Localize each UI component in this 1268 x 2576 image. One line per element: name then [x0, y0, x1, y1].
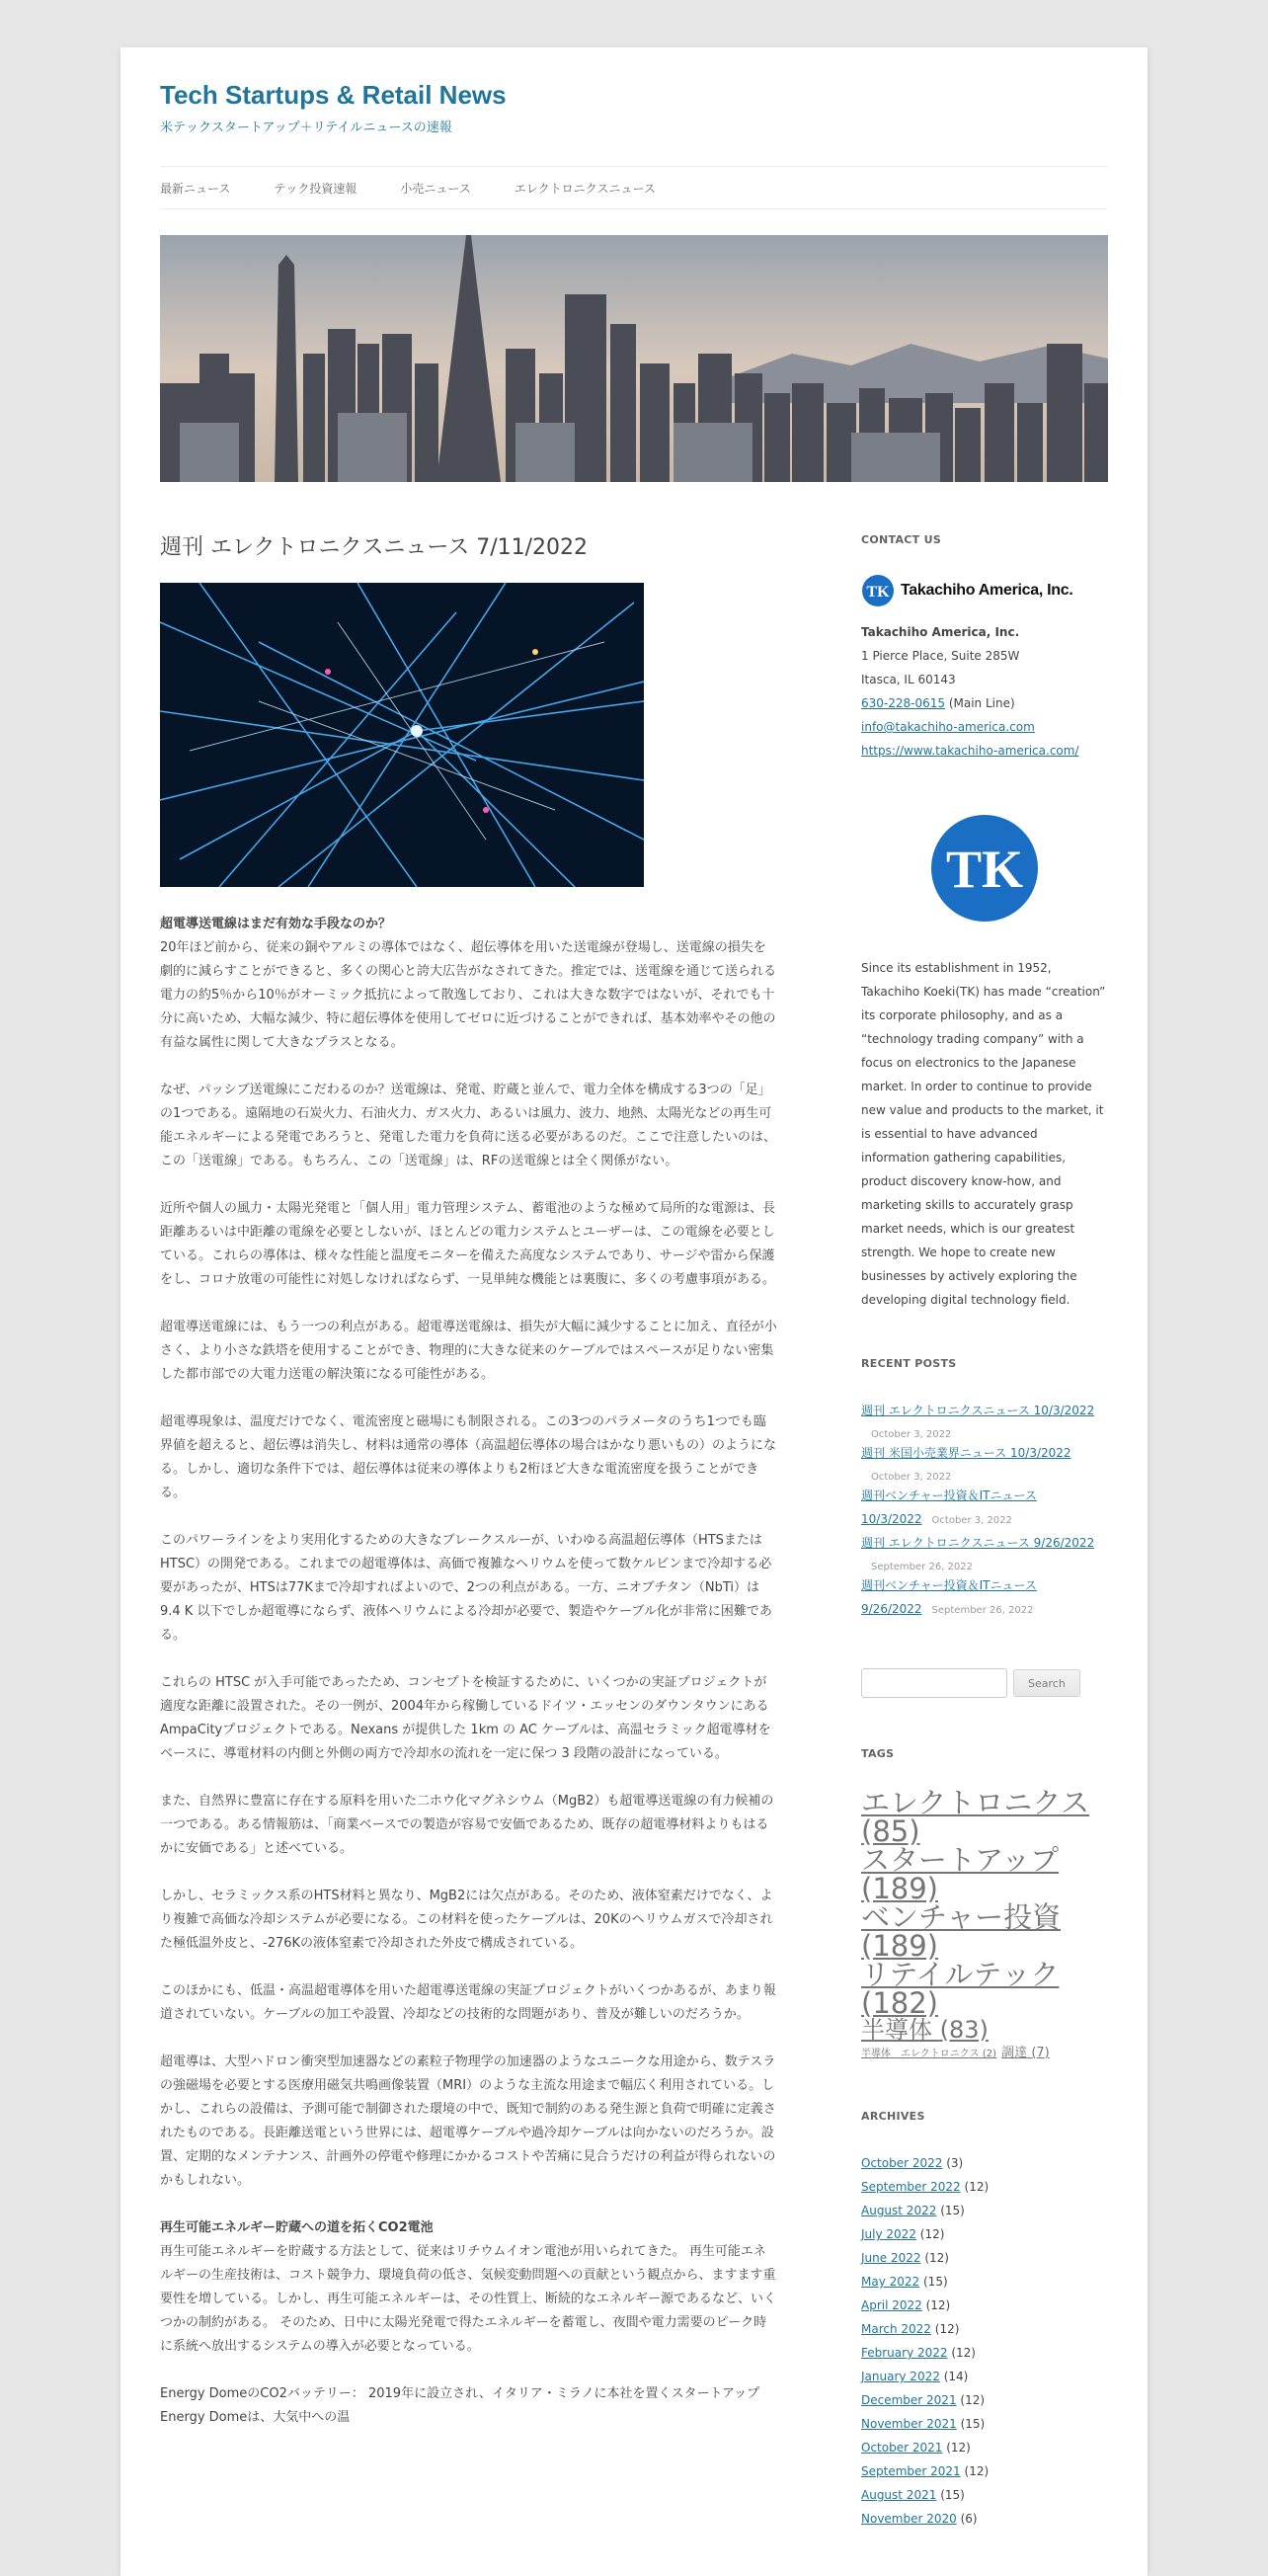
archives-title: ARCHIVES: [861, 2110, 925, 2123]
archive-item: [861, 2222, 1108, 2246]
archive-count: (12): [934, 2322, 960, 2336]
svg-text:TK: TK: [866, 584, 890, 601]
post-title[interactable]: 週刊 エレクトロニクスニュース 7/11/2022: [160, 535, 589, 560]
archive-link[interactable]: December 2021: [861, 2393, 957, 2407]
main-content: [160, 531, 778, 2454]
tag-link[interactable]: 調達 (7): [1001, 2046, 1050, 2060]
paragraph: また、自然界に豊富に存在する原料を用いた二ホウ化マグネシウム（MgB2）も超電導送電線の有力候補の一つである。ある情報筋は、「商業ベースでの製造が容易で安価であるため、既存の超電導材料よりもはるかに安価である」と述べている。: [160, 1794, 774, 1856]
recent-post-date: September 26, 2022: [931, 1605, 1034, 1616]
site-tagline: 米テックスタートアップ＋リテイルニュースの速報: [160, 121, 452, 135]
recent-post-date: September 26, 2022: [871, 1562, 973, 1572]
archives-list: [861, 2151, 1108, 2531]
archive-link[interactable]: February 2022: [861, 2346, 948, 2360]
archive-item: [861, 2341, 1108, 2365]
recent-post-item: [861, 1484, 1108, 1531]
archive-item: [861, 2388, 1108, 2412]
archive-link[interactable]: October 2021: [861, 2441, 943, 2455]
tag-link[interactable]: リテイルテック (182): [861, 1958, 1060, 2020]
archive-item: [861, 2507, 1108, 2531]
archive-item: [861, 2294, 1108, 2317]
recent-post-link[interactable]: 週刊 米国小売業界ニュース 10/3/2022: [861, 1446, 1071, 1460]
nav-item-retail-news[interactable]: 小売ニュース: [400, 181, 471, 196]
phone-row: [861, 691, 1108, 715]
tk-logo: [861, 814, 1108, 923]
search-input[interactable]: [861, 1668, 1007, 1698]
archive-link[interactable]: August 2022: [861, 2204, 937, 2217]
archive-link[interactable]: March 2022: [861, 2322, 931, 2336]
email-row: [861, 715, 1108, 739]
search-form: [861, 1668, 1108, 1698]
paragraph: 超電導は、大型ハドロン衝突型加速器などの素粒子物理学の加速器のようなユニークな用途から、数テスラの強磁場を必要とする医療用磁気共鳴画像装置（MRI）のような主流な用途まで幅広く利用されている。しかし、これらの設備は、予測可能で制御された環境の中で、既知で制約のある発生源と負荷で明確に定義されたものである。長距離送電という世界には、超電導ケーブルや過冷却ケーブルは向かないのだろうか。設置、定期的なメンテナンス、計画外の停電や修理にかかるコストや苦痛に見合うだけの利益が得られないのかもしれない。: [160, 2054, 776, 2188]
featured-image: [160, 583, 778, 887]
site-title-link[interactable]: Tech Startups & Retail News: [160, 80, 507, 110]
paragraph: 超電導送電線には、もう一つの利点がある。超電導送電線は、損失が大幅に減少することに加え、直径が小さく、より小さな鉄塔を使用することができ、物理的に大きな従来のケーブルではスペースが足りない密集した都市部での大電力送電の解決策になる可能性がある。: [160, 1320, 777, 1382]
nav-item-electronics-news[interactable]: エレクトロニクスニュース: [514, 181, 656, 196]
archive-link[interactable]: January 2022: [861, 2370, 940, 2383]
archive-item: [861, 2175, 1108, 2199]
paragraph: しかし、セラミックス系のHTS材料と異なり、MgB2には欠点がある。そのため、液体窒素だけでなく、より複雑で高価な冷却システムが必要になる。この材料を使ったケーブルは、20Kのヘリウムガスで冷却された極低温外皮と、-276Kの液体窒素で冷却された外皮で構成されている。: [160, 1889, 773, 1951]
takachiho-logo: [861, 575, 1108, 606]
tag-link[interactable]: エレクトロニクス (85): [861, 1786, 1090, 1848]
address-line-1: 1 Pierce Place, Suite 285W: [861, 649, 1020, 663]
phone-note: (Main Line): [945, 696, 1015, 710]
recent-post-item: [861, 1531, 1108, 1573]
archive-link[interactable]: May 2022: [861, 2275, 920, 2289]
paragraph-text: 再生可能エネルギーを貯蔵する方法として、従来はリチウムイオン電池が用いられてきた。 再生可能エネルギーの生産技術は、コスト競争力、環境負荷の低さ、気候変動問題への貢献という観点から、ますます重要性を増している。しかし、再生可能エネルギーは、その性質上、断続的なエネルギー源であるなど、いくつかの制約がある。 そのため、日中に太陽光発電で得たエネルギーを蓄電し、夜間や電力需要のピーク時に系統へ放出するシステムの導入が必要となっている。: [160, 2244, 777, 2354]
contact-widget: [861, 531, 1108, 1312]
archive-item: [861, 2246, 1108, 2270]
archive-count: (15): [940, 2204, 965, 2217]
main-nav: [160, 166, 1108, 209]
tk-small-icon: [861, 574, 895, 607]
company-name: Takachiho America, Inc.: [861, 625, 1020, 639]
paragraph: [160, 913, 778, 1055]
paragraph-text: 20年ほど前から、従来の銅やアルミの導体ではなく、超伝導体を用いた送電線が登場し、送電線の損失を劇的に減らすことができると、多くの関心と誇大広告がなされてきた。推定では、送電線を通じて送られる電力の約5％から10％がオーミック抵抗によって散逸しており、これは大きな数字ではないが、それでも十分に高いため、大幅な減少、特に超伝導体を使用してゼロに近づけることができれば、基本効率やその他の有益な属性に関して大きなプラスとなる。: [160, 940, 777, 1050]
archive-count: (12): [924, 2251, 949, 2265]
tag-cloud: [861, 1786, 1108, 2060]
recent-post-date: October 3, 2022: [871, 1472, 952, 1483]
recent-post-date: October 3, 2022: [871, 1429, 952, 1440]
search-widget: [861, 1668, 1108, 1698]
archive-count: (6): [960, 2512, 978, 2526]
archive-link[interactable]: November 2021: [861, 2417, 957, 2431]
tk-logo-text: TK: [945, 840, 1024, 899]
section-heading: 再生可能エネルギー貯蔵への道を拓くCO2電池: [160, 2220, 434, 2235]
website-link[interactable]: https://www.takachiho-america.com/: [861, 744, 1079, 758]
paragraph: Energy DomeのCO2バッテリー： 2019年に設立され、イタリア・ミラノに本社を置くスタートアップEnergy Domeは、大気中への温: [160, 2386, 760, 2425]
paragraph: なぜ、パッシブ送電線にこだわるのか？送電線は、発電、貯蔵と並んで、電力全体を構成する3つの「足」の1つである。遠隔地の石炭火力、石油火力、ガス火力、あるいは風力、波力、地熱、太陽光などの再生可能エネルギーによる発電であろうと、発電した電力を負荷に送る必要があるのだ。ここで注意したいのは、この「送電線」である。もちろん、この「送電線」は、RFの送電線とは全く関係がない。: [160, 1083, 777, 1168]
recent-post-date: October 3, 2022: [931, 1515, 1012, 1526]
paragraph: これらの HTSC が入手可能であったため、コンセプトを検証するために、いくつかの実証プロジェクトが適度な距離に設置された。その一例が、2004年から稼働しているドイツ・エッセンのダウンタウンにあるAmpaCityプロジェクトである。Nexans が提供した 1km の AC ケーブルは、高温セラミック超電導材をベースに、導電材料の内側と外側の両方で冷却水の流れを一定に保つ 3 段階の設計になっている。: [160, 1675, 771, 1761]
tag-link[interactable]: スタートアップ (189): [861, 1843, 1060, 1905]
archive-link[interactable]: April 2022: [861, 2298, 922, 2312]
archive-count: (12): [964, 2180, 990, 2194]
archive-count: (12): [925, 2298, 951, 2312]
company-about: Since its establishment in 1952, Takachiho Koeki(TK) has made “creation” its corporate philosophy, and as a “technology trading company” with a focus on electronics to the Japanese market. In order to continue to provide new value and products to the market, it is essential to have advanced information gathering capabilities, product discovery know-how, and marketing skills to accurately grasp market needs, which is our greatest strength. We hope to create new businesses by actively exploring the developing digital technology field.: [861, 961, 1106, 1307]
tags-title: TAGS: [861, 1747, 895, 1760]
archive-item: [861, 2317, 1108, 2341]
archive-item: [861, 2270, 1108, 2294]
phone-link[interactable]: 630-228-0615: [861, 696, 946, 710]
tag-link[interactable]: 半導体 (83): [861, 2016, 989, 2044]
search-button[interactable]: Search: [1013, 1669, 1080, 1697]
recent-post-item: [861, 1399, 1108, 1441]
archive-link[interactable]: July 2022: [861, 2227, 916, 2241]
archives-widget: [861, 2108, 1108, 2531]
archive-link[interactable]: June 2022: [861, 2251, 921, 2265]
email-link[interactable]: info@takachiho-america.com: [861, 720, 1035, 734]
recent-post-link[interactable]: 週刊 エレクトロニクスニュース 10/3/2022: [861, 1404, 1095, 1417]
archive-count: (12): [960, 2393, 986, 2407]
recent-post-item: [861, 1573, 1108, 1621]
archive-count: (12): [964, 2464, 990, 2478]
archive-item: [861, 2199, 1108, 2222]
archive-link[interactable]: September 2021: [861, 2464, 961, 2478]
paragraph: 超電導現象は、温度だけでなく、電流密度と磁場にも制限される。この3つのパラメータのうち1つでも臨界値を超えると、超伝導は消失し、材料は通常の導体（高温超伝導体の場合はかなり悪いもの）のようになる。しかし、適切な条件下では、超伝導体は従来の導体よりも2桁ほど大きな電流密度を扱うことができる。: [160, 1414, 777, 1500]
archive-count: (12): [946, 2441, 971, 2455]
recent-post-item: [861, 1441, 1108, 1484]
recent-posts-title: RECENT POSTS: [861, 1357, 957, 1370]
archive-item: [861, 2459, 1108, 2483]
post-body: [160, 913, 778, 2430]
paragraph: このパワーラインをより実用化するための大きなブレークスルーが、いわゆる高温超伝導体（HTSまたはHTSC）の開発である。これまでの超電導体は、高価で複雑なヘリウムを使って数ケルビンまで冷却する必要があったが、HTSは77Kまで冷却すればよいので、2つの利点がある。一方、ニオブチタン（NbTi）は 9.4 K 以下でしか超電導にならず、液体ヘリウムによる冷却が必要で、製造やケーブル化が非常に困難である。: [160, 1533, 772, 1643]
paragraph: 近所や個人の風力・太陽光発電と「個人用」電力管理システム、蓄電池のような極めて局所的な電源は、長距離あるいは中距離の電線を必要としないが、ほとんどの電力システムとユーザーは、この電線を必要としている。これらの導体は、様々な性能と温度モニターを備えた高度なシステムであり、サージや雷から保護をし、コロナ放電の可能性に対処しなければならず、一見単純な機能とは裏腹に、多くの考慮事項がある。: [160, 1201, 776, 1287]
contact-widget-title: CONTACT US: [861, 533, 942, 546]
tag-link[interactable]: ベンチャー投資 (189): [861, 1900, 1062, 1963]
nav-item-tech-investment[interactable]: テック投資速報: [274, 181, 357, 196]
archive-link[interactable]: October 2022: [861, 2156, 943, 2170]
archive-item: [861, 2436, 1108, 2459]
paragraph: このほかにも、低温・高温超電導体を用いた超電導送電線の実証プロジェクトがいくつかあるが、あまり報道されていない。ケーブルの加工や設置、冷却などの技術的な問題があり、普及が難しいのだろうか。: [160, 1983, 776, 2022]
archive-item: [861, 2483, 1108, 2507]
recent-post-link[interactable]: 週刊 エレクトロニクスニュース 9/26/2022: [861, 1536, 1095, 1550]
archive-count: (15): [940, 2488, 965, 2502]
logo-wordmark: Takachiho America, Inc.: [901, 582, 1073, 599]
site-header: [160, 77, 1108, 135]
recent-posts-widget: [861, 1355, 1108, 1621]
archive-count: (15): [923, 2275, 948, 2289]
section-heading: 超電導送電線はまだ有効な手段なのか？: [160, 917, 392, 931]
header-image-skyline: [160, 235, 1108, 482]
website-row: [861, 739, 1108, 763]
recent-post-link[interactable]: 週刊ベンチャー投資＆ITニュース 10/3/2022: [861, 1489, 1037, 1526]
archive-count: (14): [943, 2370, 969, 2383]
archive-link[interactable]: September 2022: [861, 2180, 961, 2194]
archive-link[interactable]: November 2020: [861, 2512, 957, 2526]
address-line-2: Itasca, IL 60143: [861, 673, 956, 686]
archive-link[interactable]: August 2021: [861, 2488, 937, 2502]
archive-item: [861, 2151, 1108, 2175]
recent-post-link[interactable]: 週刊ベンチャー投資＆ITニュース 9/26/2022: [861, 1578, 1037, 1616]
archive-item: [861, 2412, 1108, 2436]
archive-count: (12): [919, 2227, 945, 2241]
tag-link[interactable]: 半導体 エレクトロニクス (2): [861, 2049, 997, 2059]
recent-posts-list: [861, 1399, 1108, 1621]
tags-widget: [861, 1745, 1108, 2060]
archive-count: (3): [946, 2156, 964, 2170]
tk-logo-icon: [930, 814, 1039, 923]
nav-item-latest-news[interactable]: 最新ニュース: [160, 181, 231, 196]
archive-count: (15): [960, 2417, 986, 2431]
page: [120, 47, 1148, 2576]
archive-count: (12): [951, 2346, 976, 2360]
sidebar: [861, 531, 1108, 2576]
archive-item: [861, 2365, 1108, 2388]
paragraph: [160, 2216, 778, 2359]
